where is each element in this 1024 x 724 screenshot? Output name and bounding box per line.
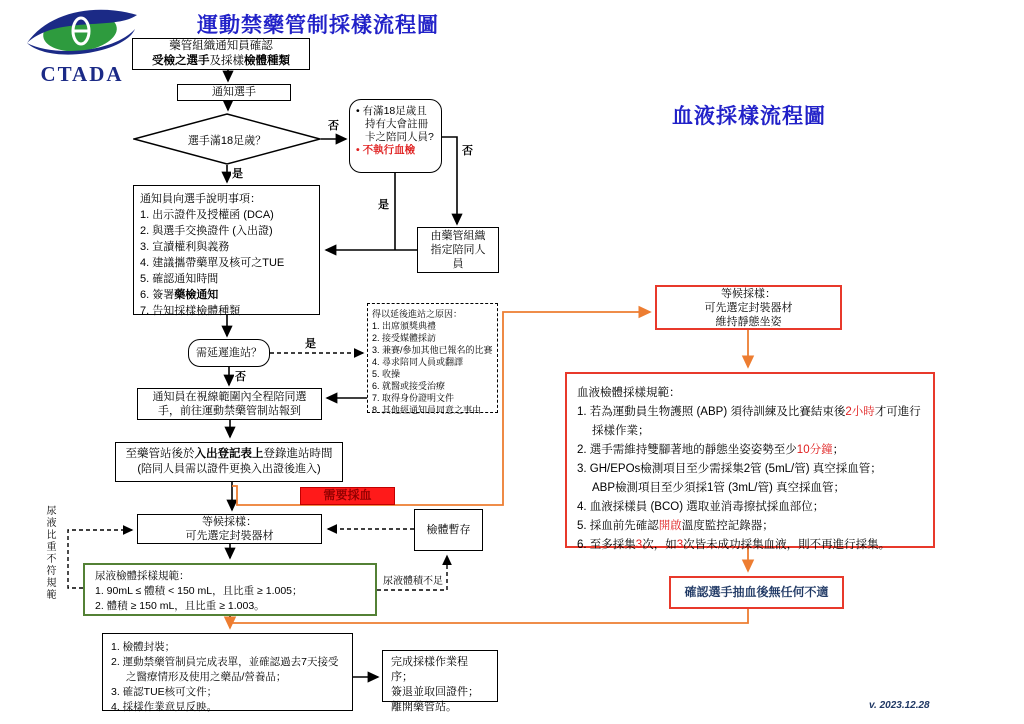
decision-delay-entry [188,339,270,367]
blood-rule-2: 2. 選手需維持雙腳著地的靜態坐姿姿勢至少10分鐘； [577,444,845,456]
list-item: 5. 收操 [372,369,401,379]
explain-item6: 6. 簽署藥檢通知 [140,289,219,301]
blood-rule-3a: 3. GH/EPOs檢測項目至少需採集2管 (5mL/管) 真空採血管； [577,463,882,475]
list-item: 6. 就醫或接受治療 [372,381,446,391]
label-urine-volume-low: 尿液體積不足 [383,572,443,587]
page-title-blood: 血液採樣流程圖 [672,105,826,128]
blood-rule-4: 4. 血液採樣員 (BCO) 選取並消毒擦拭採血部位； [577,501,825,513]
box-urine-rules [83,563,377,616]
blood-wait-line1: 等候採樣： [721,287,776,300]
blood-rules-title: 血液檢體採樣規範： [577,387,681,399]
assign-chaperone-label: 由藥管組織指定陪同人員 [430,229,486,271]
explain-title: 通知員向選手說明事項： [140,193,261,205]
list-item: 4. 尋求陪同人員或翻譯 [372,357,464,367]
finish-line3: 離開藥管站。 [391,701,457,713]
list-item: 1. 檢體封裝； [111,641,176,653]
box-delay-reasons [367,303,498,413]
list-item: 1. 出席頒獎典禮 [372,321,437,331]
list-item: 2. 與選手交換證件 (入出證) [140,225,273,237]
version-text: v. 2023.12.28 [869,700,930,711]
label-yes-chaperone: 是 [377,196,390,212]
box-finish [382,650,498,713]
report-line2: 手，前往運動禁藥管制站報到 [158,405,301,417]
blood-rule-3b: ABP檢測項目至少須採1管 (3mL/管) 真空採血管； [592,482,846,494]
label-no-chaperone: 否 [461,142,474,158]
list-item: 4. 採樣作業意見反映。 [111,701,218,713]
packaging-list [111,640,344,715]
list-item: 1. 出示證件及授權函 (DCA) [140,209,274,221]
decision-age-check [133,113,321,165]
list-item: 1. 90mL ≤ 體積 < 150 mL，且比重 ≥ 1.005； [95,585,303,597]
label-yes-delay: 是 [304,335,317,351]
box-register-entry [115,442,343,482]
list-item: 8. 其他經通知員同意之事由 [372,405,482,415]
box-notify-athlete [177,84,291,101]
urine-rules-title: 尿液檢體採樣規範： [95,570,190,582]
wait-left-line1: 等候採樣： [202,515,257,528]
label-no-delay: 否 [234,368,247,384]
finish-line2: 簽退並取回證件； [391,686,479,698]
label-no-agecheck: 否 [327,117,340,133]
blood-wait-line2: 可先選定封裝器材 [704,301,793,314]
need-blood-label: 需要採血 [323,488,372,503]
need-blood-flag [300,487,395,505]
list-item: 5. 確認通知時間 [140,273,219,285]
delay-reasons-title: 得以延後進站之原因： [372,309,463,319]
ctada-logo-text: CTADA [40,62,124,86]
chaperone-check-item: • 有滿18足歲且持有大會註冊卡之陪同人員? [356,105,434,143]
box-chaperone-check [349,99,442,173]
notify-athlete-label: 通知選手 [212,86,256,99]
list-item: 3. 兼賽/參加其他已報名的比賽 [372,345,493,355]
ctada-logo-icon [23,5,141,57]
box-report-station [137,388,322,420]
delay-question-label: 需延遲進站？ [196,346,262,359]
confirm-selection-line1: 藥管組織通知員確認 [169,40,273,53]
list-item: 7. 取得身份證明文件 [372,393,455,403]
list-item: 3. 確認TUE核可文件； [111,686,218,698]
explain-items-list [140,207,284,287]
box-confirm-selection [132,38,310,70]
box-packaging [102,633,353,711]
list-item: 2. 體積 ≥ 150 mL，且比重 ≥ 1.003。 [95,600,265,612]
wait-left-line2: 可先選定封裝器材 [185,530,274,542]
box-blood-confirm [669,576,844,609]
list-item: 4. 建議攜帶藥單及核可之TUE [140,257,285,269]
report-line1: 通知員在視線範圍內全程陪同選 [152,390,307,403]
label-urine-gravity-fail: 尿液比重不符規範 [44,505,55,601]
box-assign-chaperone [417,227,499,273]
box-temp-store [414,509,483,551]
blood-rule-5: 5. 採血前先確認開啟溫度監控記錄器； [577,520,774,532]
blood-rule-1: 1. 若為運動員生物護照 (ABP) 須待訓練及比賽結束後2小時才可進行採樣作業； [577,406,921,437]
confirm-selection-line2: 受檢之選手及採樣檢體種類 [152,55,290,67]
no-blood-test-note: • 不執行血檢 [356,144,416,156]
page-title-main: 運動禁藥管制採樣流程圖 [197,14,439,37]
box-explain-items [133,185,320,315]
register-line1: 至藥管站後於入出登記表上登錄進站時間 [125,448,333,461]
list-item: 2. 運動禁藥管制員完成表單，並確認過去7天接受之醫療情形及使用之藥品/營養品； [111,656,339,683]
register-line2: (陪同人員需以證件更換入出證後進入) [137,463,321,476]
urine-rules-list [95,584,303,614]
list-item: 3. 宣讀權利與義務 [140,241,230,253]
finish-line1: 完成採樣作業程序； [391,656,468,683]
blood-rule-6: 6. 至多採集3次，如3次皆未成功採集血液，則不再進行採集。 [577,539,891,551]
age-check-label: 選手滿18足歲？ [187,135,267,147]
box-blood-rules [565,372,935,551]
label-yes-agecheck: 是 [231,165,244,181]
delay-reasons-list [372,320,493,416]
ctada-logo [22,5,142,87]
list-item: 2. 接受媒體採訪 [372,333,437,343]
explain-item7: 7. 告知採樣檢體種類 [140,305,241,317]
box-wait-sampling [137,514,322,544]
blood-confirm-label: 確認選手抽血後無任何不適 [684,584,829,599]
temp-store-label: 檢體暫存 [426,523,471,536]
blood-wait-line3: 維持靜態坐姿 [715,315,782,328]
box-blood-wait [655,285,842,330]
